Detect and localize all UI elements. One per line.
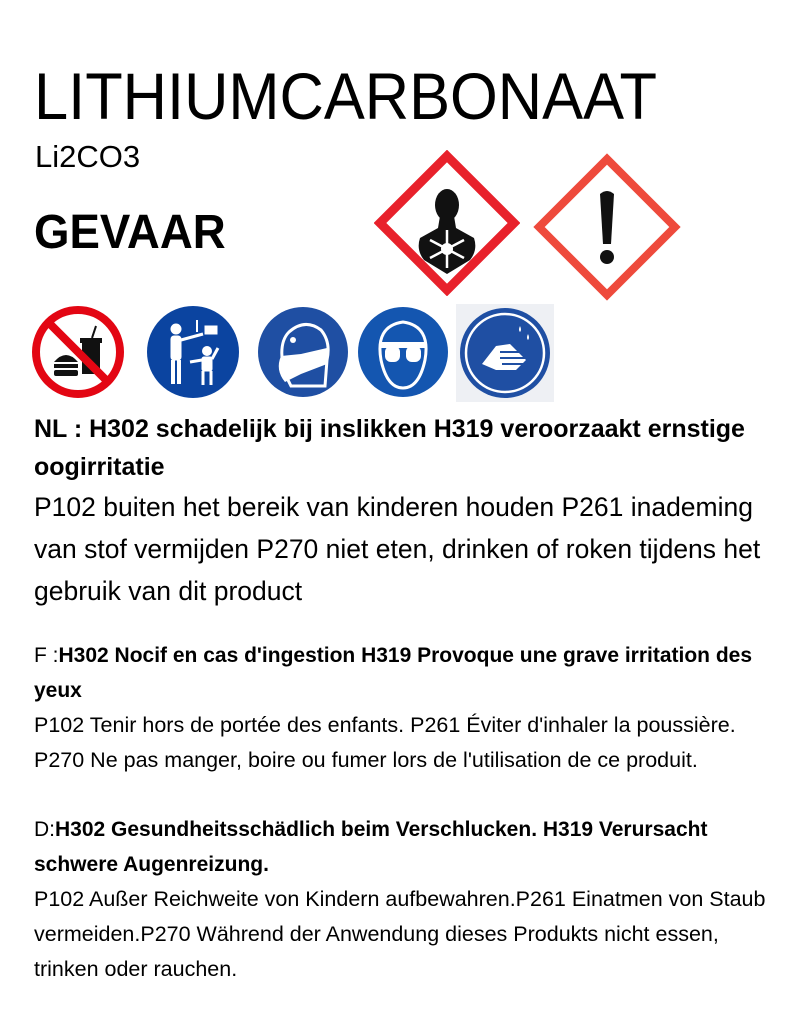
statements-de xyxy=(34,812,780,987)
statements-nl xyxy=(34,410,780,612)
hazard-statement-fr xyxy=(34,638,780,708)
hazard-text-de: H302 Gesundheitsschädlich beim Verschlucken. H319 Verursacht schwere Augenreizung. xyxy=(34,818,708,876)
product-name: LITHIUMCARBONAAT xyxy=(34,59,657,133)
exclamation-icon xyxy=(532,152,682,302)
statements-fr xyxy=(34,638,780,778)
hazard-statement-nl xyxy=(34,410,780,486)
no-food-drink-icon xyxy=(30,304,126,400)
keep-from-children-icon xyxy=(145,304,241,400)
language-prefix-nl: NL : xyxy=(34,415,90,443)
language-prefix-fr: F : xyxy=(34,644,59,667)
chemical-formula: Li2CO3 xyxy=(35,139,141,174)
health-hazard-icon xyxy=(374,150,520,296)
face-mask-icon xyxy=(255,304,351,400)
signal-word: GEVAAR xyxy=(34,206,226,259)
precaution-statement-de: P102 Außer Reichweite von Kindern aufbewahren.P261 Einatmen von Staub vermeiden.P270 Während der Anwendung dieses Produkts nicht essen, trinken oder rauchen. xyxy=(34,887,766,981)
precaution-statement-fr: P102 Tenir hors de portée des enfants. P261 Éviter d'inhaler la poussière. P270 Ne pas manger, boire ou fumer lors de l'utilisation de ce produit. xyxy=(34,713,736,772)
language-prefix-de: D: xyxy=(34,818,55,841)
safety-goggles-icon xyxy=(355,304,451,400)
wash-hands-icon xyxy=(456,304,554,402)
hazard-text-fr: H302 Nocif en cas d'ingestion H319 Provoque une grave irritation des yeux xyxy=(34,644,753,702)
precaution-statement-nl: P102 buiten het bereik van kinderen houden P261 inademing van stof vermijden P270 niet eten, drinken of roken tijdens het gebruik van dit product xyxy=(34,492,761,606)
hazard-statement-de xyxy=(34,812,780,882)
hazard-text-nl: H302 schadelijk bij inslikken H319 veroorzaakt ernstige oogirritatie xyxy=(34,415,745,481)
